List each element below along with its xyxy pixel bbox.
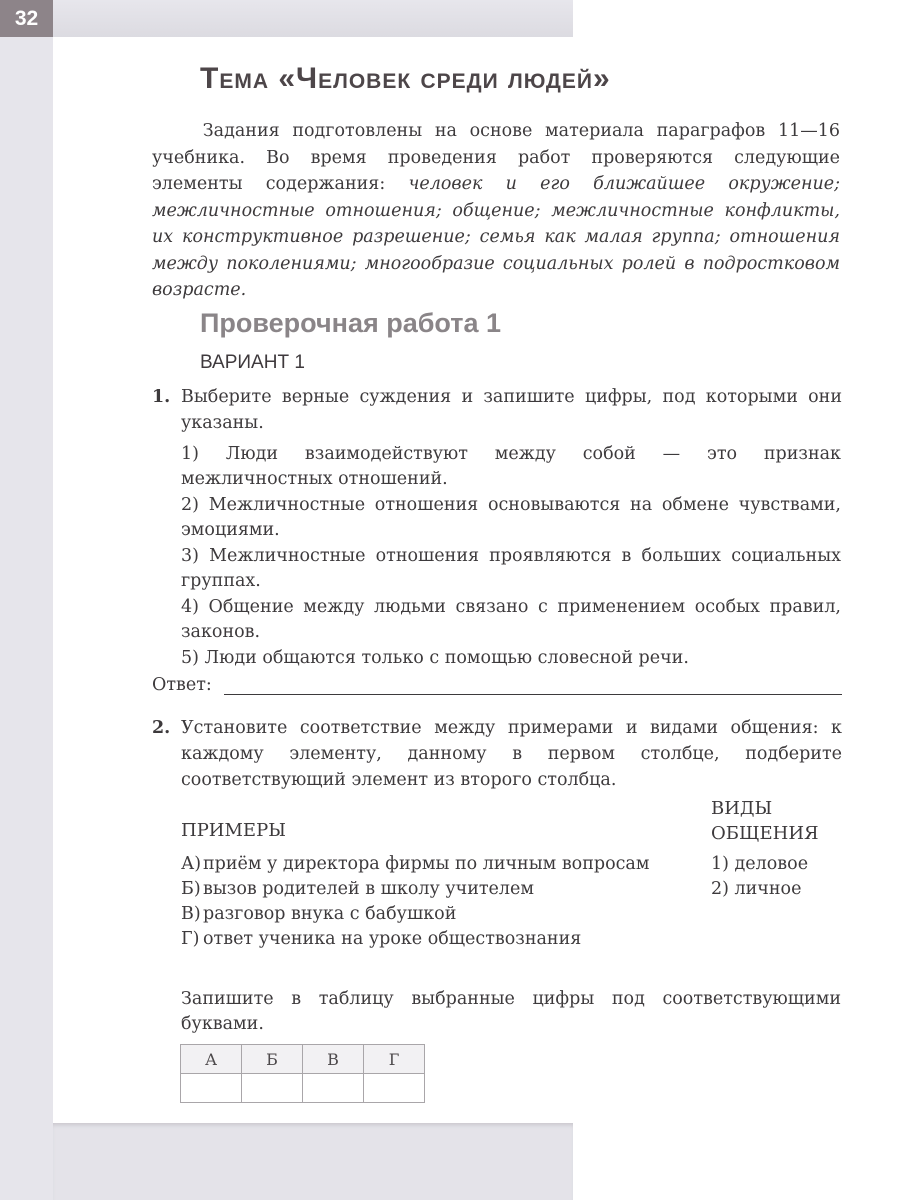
question-number: 1. [152,387,171,407]
examples-list [181,852,651,952]
example-letter: А) [181,854,202,874]
answer-row [152,675,842,695]
kind-item: 1) деловое [711,854,809,874]
table-instruction: Запишите в таблицу выбранные цифры под соответствующими буквами. [181,989,841,1034]
answer-table [180,1044,425,1103]
table-header-cell: Г [364,1045,425,1074]
question-text: Выберите верные суждения и запишите цифры, под которыми они указаны. [181,387,842,433]
example-text: приём у директора фирмы по личным вопросам [203,854,650,874]
table-answer-cell[interactable] [303,1074,364,1103]
option-item: 5) Люди общаются только с помощью словесной речи. [181,648,689,668]
table-answer-cell[interactable] [364,1074,425,1103]
option-item: 4) Общение между людьми связано с применением особых правил, законов. [181,597,841,642]
question-2 [152,715,842,793]
example-letter: Г) [181,929,200,949]
intro-paragraph [152,118,840,304]
table-answer-cell[interactable] [242,1074,303,1103]
kinds-header-line: ВИДЫ [711,798,773,819]
theme-title: Тема «Человек среди людей» [200,62,611,95]
variant-label: ВАРИАНТ 1 [200,352,305,373]
example-item [181,902,651,927]
table-header-row [181,1045,425,1074]
answer-label: Ответ: [152,675,212,695]
example-item [181,852,651,877]
table-header-cell: Б [242,1045,303,1074]
table-answer-row [181,1074,425,1103]
work-title: Проверочная работа 1 [200,308,501,338]
answer-line-field[interactable] [224,676,842,695]
intro-topics: человек и его ближайшее окружение; межличностные отношения; общение; межличностные конфликты, их конструктивное разрешение; семья как малая группа; отношения между поколениями; многообразие социальных ролей в подростковом возрасте. [152,174,841,300]
question-number: 2. [152,718,171,738]
kinds-header [711,796,819,846]
kinds-header-line: ОБЩЕНИЯ [711,823,819,844]
examples-header: ПРИМЕРЫ [181,820,286,841]
example-letter: В) [181,904,201,924]
example-item [181,927,651,952]
intro-text: Задания подготовлены на основе материала параграфов 11—16 учебника. Во время проведения работ проверяются следующие элементы содержания: [152,121,840,194]
example-text: ответ ученика на уроке обществознания [203,929,582,949]
page-number: 32 [0,0,53,37]
example-item [181,877,651,902]
table-header-cell: В [303,1045,364,1074]
kind-item: 2) личное [711,879,802,899]
page-frame-top [0,0,573,37]
option-item: 3) Межличностные отношения проявляются в больших социальных группах. [181,546,841,591]
page-frame-bottom [53,1123,573,1200]
question-1-options [181,442,841,672]
table-answer-cell[interactable] [181,1074,242,1103]
question-text: Установите соответствие между примерами и видами общения: к каждому элементу, данному в первом столбце, подберите соответствующий элемент из второго столбца. [181,718,842,790]
example-text: разговор внука с бабушкой [203,904,457,924]
table-header-cell: А [181,1045,242,1074]
example-letter: Б) [181,879,201,899]
example-text: вызов родителей в школу учителем [203,879,534,899]
question-1 [152,384,842,436]
option-item: 1) Люди взаимодействуют между собой — это признак межличностных отношений. [181,444,841,489]
option-item: 2) Межличностные отношения основываются на обмене чувствами, эмоциями. [181,495,841,540]
kinds-list [711,852,808,902]
page-frame-left [0,0,53,1200]
